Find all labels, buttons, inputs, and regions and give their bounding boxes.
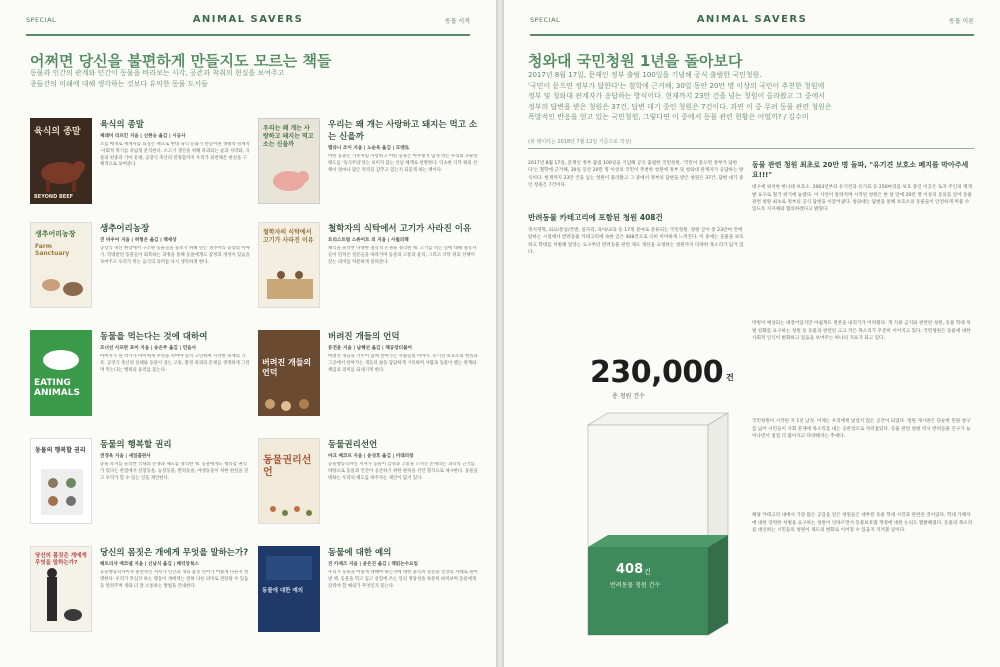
book-item <box>258 546 480 644</box>
book-item <box>258 222 480 320</box>
right-header <box>530 14 974 28</box>
lead-line: 정부 및 청와대 관계자가 응답하는 방식이다. 현재까지 23만 건을 넘는 청원이 올라왔고 그 중에서 <box>528 92 826 100</box>
book-description: 채식을 둘러싼 다양한 철학적 논쟁을 정리한 책. 고기를 먹는 일에 대해 철학자들이 던져온 질문들을 따라가며 동물의 고통과 윤리, 그리고 식탁 위의 선택이 갖는 의미를 차분하게 살펴본다. <box>328 246 477 265</box>
paragraph: 국민청원이 시작된 지 1년 남짓. 이제는 우리에게 낯설지 않은 공간이 되었다. 청원 게시판은 단순한 민원 창구를 넘어 시민들이 사회 문제에 목소리를 내는 공론장으로 자리잡았다. 동물 관련 청원 역시 반려동물 인구가 늘어나면서 점점 더 많아지고 다양해지는 추세다. <box>752 419 971 439</box>
book-info <box>328 330 478 418</box>
pet-petitions-unit: 건 <box>644 568 651 576</box>
book-info <box>100 330 250 418</box>
book-item <box>258 330 480 428</box>
book-description: 우리가 동물을 어떻게 대해야 하는지에 대한 윤리적 질문을 일상의 사례로 풀어낸 책. 동물을 먹고 입고 실험에 쓰는 일의 정당성을 차분히 따져보며 동물에게 갖춰야 할 예의가 무엇인지 묻는다. <box>328 570 478 589</box>
cover-subtitle: Farm Sanctuary <box>35 243 70 257</box>
book-title: 동물을 먹는다는 것에 대하여 <box>100 332 208 342</box>
cover-title: 우리는 왜 개는 사랑하고 돼지는 먹고 소는 신을까 <box>263 125 314 148</box>
book-meta: 멜라니 조이 지음 | 노순옥 옮김 | 모멘토 <box>328 146 410 151</box>
book-description: 동물행동학자이자 훈련사인 저자가 인간과 개의 몸짓 언어가 어떻게 다른지 설명한다. 우리가 무심코 하는 행동이 개에게는 전혀 다른 의미로 전달될 수 있음을 알려주며 개와 더 잘 소통하는 방법을 안내한다. <box>100 570 249 589</box>
data-source-note: (위 데이터는 2018년 7월 12일 기준으로 작성) <box>528 139 632 145</box>
book-title: 육식의 종말 <box>100 120 145 130</box>
cover-subtitle: BEYOND BEEF <box>34 194 74 200</box>
section-title: ANIMAL SAVERS <box>696 14 808 25</box>
book-title: 동물권리선언 <box>328 440 378 450</box>
book-meta: 진 바우어 지음 | 허형은 옮김 | 책세상 <box>100 238 177 243</box>
right-column <box>752 160 974 584</box>
petition-box-graphic <box>578 405 738 640</box>
book-meta: 패트리샤 맥코넬 지음 | 신남식 옮김 | 페티앙북스 <box>100 562 199 567</box>
book-meta: 전경옥 지음 | 새잎출판사 <box>100 454 151 459</box>
lead-line: 2017년 8월 17일, 문재인 정부 출범 100일을 기념해 공식 출범한 국민청원. <box>528 71 762 79</box>
right-page <box>504 0 1000 667</box>
page-gutter <box>496 0 504 667</box>
table-illustration <box>259 223 320 308</box>
book-item <box>258 118 480 216</box>
book-info <box>328 118 478 218</box>
subheading-200k: 동물 관련 청원 최초로 20만 명 돌파, "유기견 보호소 폐지를 막아주세요!!!" <box>752 161 969 180</box>
book-cover <box>30 546 92 632</box>
book-description: 버려진 개들을 거두어 함께 살아가는 사람들의 이야기. 유기견 보호소의 현실과 그곳에서 살아가는 개들의 삶을 담담하게 기록하며 사람과 동물이 맺는 관계와 책임의 의미를 되새기게 한다. <box>328 354 478 373</box>
cover-title: 철학자의 식탁에서 고기가 사라진 이유 <box>263 229 314 244</box>
cover-title: 동물에 대한 예의 <box>262 588 304 594</box>
total-petitions-label: 총 청원 건수 <box>612 393 645 400</box>
book-info <box>328 438 478 526</box>
book-cover <box>30 118 92 204</box>
cover-title: 당신의 몸짓은 개에게 무엇을 말하는가? <box>35 553 87 567</box>
lead-line: 정부의 답변을 받은 청원은 37건, 답변 대기 중인 청원은 7건이다. 과연 이 중 무려 동물 관련 청원은 <box>528 102 832 111</box>
book-item <box>30 222 252 320</box>
book-description: 아버지가 된 작가가 아이에게 무엇을 먹여야 할지 고민하며 시작한 취재의 기록. 공장식 축산의 실태와 동물이 겪는 고통, 환경 파괴의 문제를 생생하게 그리며 먹는다는 행위의 윤리를 묻는다. <box>100 354 250 373</box>
pet-petitions-label: 반려동물 청원 건수 <box>610 582 661 589</box>
lead-text <box>528 70 858 123</box>
book-title: 우리는 왜 개는 사랑하고 돼지는 먹고 소는 신을까 <box>328 120 478 142</box>
book-meta: 마크 베코프 지음 | 윤성호 옮김 | 미래의창 <box>328 454 414 459</box>
cover-title: 육식의 종말 <box>34 127 81 137</box>
left-column <box>528 160 744 347</box>
paragraph: 박빙이 예상되는 대결이었지만 아쉽게도 결론을 내리기가 어려웠다. 개 식용 금지와 관련된 청원, 동물 학대 처벌 강화를 요구하는 청원 등 동물과 관련된 크고 작은 목소리가 꾸준히 이어지고 있다. 국민청원은 동물에 대한 사회적 인식이 변화하고 있음을 보여주는 하나의 지표가 되고 있다. <box>752 321 971 341</box>
book-cover <box>30 330 92 416</box>
special-label: SPECIAL <box>26 16 57 24</box>
left-header <box>26 14 470 28</box>
left-page <box>0 0 496 667</box>
cover-title: 동물의 행복할 권리 <box>35 447 86 454</box>
cover-title: 동물권리선언 <box>263 455 312 478</box>
book-item <box>258 438 480 536</box>
book-item <box>30 330 252 428</box>
book-title: 당신의 몸짓은 개에게 무엇을 말하는가? <box>100 548 249 558</box>
book-title: 동물의 행복할 권리 <box>100 440 172 450</box>
paragraph: 정치개혁, 외교/통일/국방, 일자리, 육아/교육 등 17개 분야로 분류되는 국민청원. 청원 글이 총 23만여 건에 달하는 시점에서 반려동물 카테고리에 속한 글은 408건으로 극히 미미하게 느껴진다. 이 중에는 동물을 보호하고 학대를 처벌해 달라는 요구부터 반려동물 관련 제도 개선을 요청하는 청원까지 다양한 목소리가 담겨 있다. <box>528 228 744 256</box>
book-description: 동물 복지를 둘러싼 국내외 논쟁과 제도를 정리한 책. 동물에게도 행복할 권리가 있다는 관점에서 실험동물, 농장동물, 반려동물, 야생동물이 처한 현실을 짚고 우리가 할 수 있는 일을 제안한다. <box>100 462 249 481</box>
total-petitions-number: 230,000 <box>590 355 724 390</box>
category-label: 동물 서적 <box>444 18 470 25</box>
book-description: 동물행동학자인 저자가 동물이 감정과 고통을 느끼는 존재라는 과학적 근거를 바탕으로 동물과 인간이 공존하기 위한 원칙을 선언 형식으로 제시한다. 동물을 대하는 우리의 태도를 바꾸자는 제안이 담겨 있다. <box>328 462 478 481</box>
page-title: 어쩌면 당신을 불편하게 만들지도 모르는 책들 <box>30 52 332 70</box>
book-cover <box>258 118 320 204</box>
section-title: ANIMAL SAVERS <box>192 14 304 25</box>
special-label: SPECIAL <box>530 16 561 24</box>
subheading-408: 반려동물 카테고리에 포함된 청원 408건 <box>528 213 663 222</box>
farm-illustration <box>31 223 92 308</box>
book-meta: 트리스트럼 스튜어트 외 지음 | 사월의책 <box>328 238 409 243</box>
book-description: 소를 매개로 세계사를 되짚은 책으로 현대 육식 문화가 만들어낸 생태적·경제적·사회적 위기를 폭넓게 분석한다. 소고기 생산을 위해 파괴되는 숲과 사막화, 곡물의 편중과 기아 문제, 공장식 축산의 잔혹함까지 우리가 외면해온 현실을 구체적으로 보여준다. <box>100 142 250 168</box>
box-illustration <box>578 405 738 640</box>
blue-cover-illustration <box>258 546 320 632</box>
paragraph: 대구에 위치한 한나네 보호소. 2003년부터 유기견과 유기묘 등 250마리를 보호 중인 이곳은 토지 주인의 재개발 요구로 철거 위기에 놓였다. 이 사연이 알려지며 시작된 청원은 한 달 만에 20만 명 이상의 동의를 얻어 동물 관련 청원 최초로 정부의 공식 답변을 이끌어냈다. 청와대는 답변을 통해 보호소의 동물들이 안전하게 머물 수 있도록 지자체와 협의하겠다고 밝혔다. <box>752 185 972 213</box>
book-cover <box>258 330 320 416</box>
pet-petitions-number: 408 <box>616 562 644 577</box>
divider <box>528 148 974 149</box>
book-cover <box>30 438 92 524</box>
total-petitions-unit: 건 <box>726 373 734 382</box>
book-description: 어떤 동물은 가족처럼 사랑하고 어떤 동물은 아무렇지 않게 먹는 우리의 모순된 태도를 '육식주의'라는 보이지 않는 신념 체계로 설명한다. 익숙한 식탁 위의 선택이 얼마나 많은 폭력을 감추고 있는지 되묻게 하는 책이다. <box>328 154 478 173</box>
animal-silhouette-illustration <box>30 330 92 416</box>
book-cover <box>258 546 320 632</box>
book-item <box>30 546 252 644</box>
book-info <box>328 546 478 634</box>
header-rule <box>26 34 470 36</box>
book-meta: 조너선 사프란 포어 지음 | 송은주 옮김 | 민음사 <box>100 346 197 351</box>
dogs-illustration <box>258 330 320 416</box>
book-meta: 제레미 리프킨 지음 | 신현승 옮김 | 시공사 <box>100 134 186 139</box>
book-info <box>100 546 250 634</box>
book-title: 동물에 대한 예의 <box>328 548 392 558</box>
pig-illustration <box>259 119 320 204</box>
cover-title: 생추어리농장 <box>35 230 76 238</box>
book-info <box>100 438 250 526</box>
book-info <box>100 118 250 206</box>
book-meta: 류전윤 지음 | 남혜선 옮김 | 책공장더불어 <box>328 346 412 351</box>
book-info <box>328 222 478 310</box>
book-meta: 진 카제즈 지음 | 윤은진 옮김 | 책읽는수요일 <box>328 562 418 567</box>
lead-line: '국민이 묻으면 정부가 답한다'는 철학에 근거해, 30일 동안 20만 명 이상의 국민이 추천한 청원에 <box>528 81 825 90</box>
book-cover <box>30 222 92 308</box>
book-item <box>30 438 252 536</box>
animal-grid-illustration <box>31 439 92 524</box>
paragraph: 해당 카테고리 내에서 가장 많은 공감을 얻은 청원들은 대부분 동물 학대 사건과 관련된 것이었다. 학대 가해자에 대한 강력한 처벌을 요구하는 청원이 잇따르면서 동물보호법 개정에 대한 논의도 활발해졌다. 동물의 목소리를 대신하는 시민들의 청원이 제도의 변화로 이어질 수 있을지 지켜볼 일이다. <box>752 513 973 533</box>
book-title: 생추어리농장 <box>100 224 150 234</box>
page-title: 청와대 국민청원 1년을 돌아보다 <box>528 52 743 70</box>
pattern-illustration <box>259 439 320 524</box>
cow-illustration <box>30 118 92 204</box>
lead-line: 종들간의 미래에 대해 생각하는 것보다 유익한 동물 도서들 <box>30 79 208 88</box>
header-rule <box>530 34 974 36</box>
book-item <box>30 118 252 216</box>
book-cover <box>258 438 320 524</box>
book-description: 공장식 축산 현장에서 구조한 동물들을 돌보기 위해 만든 생추어리 농장의 이야기. 학대받던 동물들이 회복하는 과정을 통해 동물에게도 감정과 개성이 있음을 보여주고 우리가 먹는 음식의 의미를 다시 생각하게 한다. <box>100 246 250 265</box>
lead-text <box>30 68 350 89</box>
cover-title: EATING ANIMALS <box>34 378 80 399</box>
cover-title: 버려진 개들의 언덕 <box>262 358 312 377</box>
person-dog-illustration <box>31 547 92 632</box>
category-label: 동물 이론 <box>948 18 974 25</box>
intro-paragraph: 2017년 8월 17일, 문재인 정부 출범 100일을 기념해 공식 출범한 국민청원. '국민이 묻으면 정부가 답한다'는 철학에 근거해, 30일 동안 20만 명 이상의 국민이 추천한 청원에 정부 및 청와대 관계자가 응답하는 방식이다. 현재까지 23만 건을 넘는 청원이 올라왔고 그 중에서 정부의 답변을 받은 청원은 37건, 답변 대기 중인 청원은 7건이다. <box>528 161 744 189</box>
book-title: 철학자의 식탁에서 고기가 사라진 이유 <box>328 224 472 234</box>
book-title: 버려진 개들의 언덕 <box>328 332 400 342</box>
book-info <box>100 222 250 310</box>
lead-line: 폭발적인 반응을 얻고 있는 국민청원, 그렇다면 이 중에서 동물 관련 현황은 어떨까? / 김수미 <box>528 113 809 121</box>
lead-line: 동물과 인간의 관계와 인간이 동물을 바라보는 시각, 공존과 착취의 현실을 보여주고 <box>30 69 285 77</box>
book-cover <box>258 222 320 308</box>
